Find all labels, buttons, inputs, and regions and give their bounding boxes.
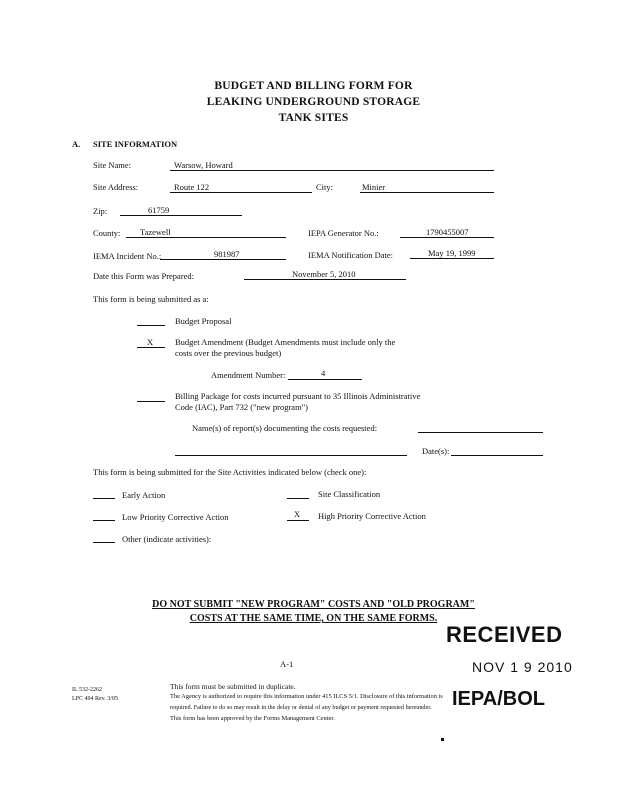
activities-intro: This form is being submitted for the Site Activities indicated below (check one): [93,467,367,477]
zip-value[interactable]: 61759 [148,205,170,215]
iema-notification-line [410,258,494,259]
billing-package-label: Billing Package for costs incurred pursuant to 35 Illinois Administrative [175,391,421,401]
section-letter: A. [72,139,81,149]
city-label: City: [316,182,334,192]
zip-label: Zip: [93,206,108,216]
submitted-as-intro: This form is being submitted as a: [93,294,209,304]
budget-proposal-label: Budget Proposal [175,316,232,326]
low-priority-label: Low Priority Corrective Action [122,512,229,522]
iepa-generator-line [400,237,494,238]
iema-notification-label: IEMA Notification Date: [308,250,393,260]
site-classification-label: Site Classification [318,489,381,499]
iepa-generator-value[interactable]: 1790455007 [426,227,469,237]
scan-speck [441,738,444,741]
budget-proposal-checkbox[interactable] [137,325,165,326]
reports-line-1[interactable] [418,432,543,433]
budget-amendment-checkbox[interactable] [137,347,165,348]
site-address-label: Site Address: [93,182,139,192]
form-id-2: LPC 494 Rev. 3/05 [72,696,118,702]
form-title-line2: LEAKING UNDERGROUND STORAGE [206,96,421,108]
high-priority-label: High Priority Corrective Action [318,511,426,521]
amendment-number-line [288,379,362,380]
warning-line1: DO NOT SUBMIT "NEW PROGRAM" COSTS AND "OLD PROGRAM" [152,599,475,610]
amendment-number-value[interactable]: 4 [321,368,326,378]
billing-package-checkbox[interactable] [137,401,165,402]
form-id-1: IL 532-2262 [72,687,102,693]
reports-line-2[interactable] [175,455,407,456]
date-prepared-value[interactable]: November 5, 2010 [292,269,356,279]
county-value[interactable]: Tazewell [140,227,171,237]
high-priority-mark: X [294,509,301,519]
iepa-generator-label: IEPA Generator No.: [308,228,379,238]
county-line [126,237,286,238]
dates-label: Date(s): [422,446,450,456]
budget-amendment-label-2: costs over the previous budget) [175,348,282,358]
amendment-number-label: Amendment Number: [211,370,286,380]
county-label: County: [93,228,121,238]
site-name-value[interactable]: Warsow, Howard [174,160,233,170]
footer-line4: This form has been approved by the Forms Management Center. [170,715,335,722]
dates-line[interactable] [451,455,543,456]
date-prepared-label: Date this Form was Prepared: [93,271,195,281]
site-classification-checkbox[interactable] [287,498,309,499]
iema-incident-label: IEMA Incident No.: [93,251,162,261]
footer-line3: required. Failure to do so may result in the delay or denial of any budget or payment requested hereunder. [170,704,432,711]
other-label: Other (indicate activities): [122,534,212,544]
city-value[interactable]: Minier [362,182,386,192]
site-name-line [170,170,494,171]
iema-incident-value[interactable]: 981987 [214,249,240,259]
budget-amendment-label: Budget Amendment (Budget Amendments must include only the [175,337,396,347]
footer-line2: The Agency is authorized to require this information under 415 ILCS 5/1. Disclosure of this information is [170,693,443,700]
page-number: A-1 [280,659,294,669]
iema-incident-line [160,259,286,260]
warning-line2: COSTS AT THE SAME TIME, ON THE SAME FORMS. [189,613,438,624]
received-stamp: RECEIVED [446,622,563,647]
billing-package-label-2: Code (IAC), Part 732 ("new program") [175,402,308,412]
iepa-bol-stamp: IEPA/BOL [452,688,545,710]
other-checkbox[interactable] [93,542,115,543]
low-priority-checkbox[interactable] [93,520,115,521]
form-title-line1: BUDGET AND BILLING FORM FOR [214,80,413,92]
early-action-label: Early Action [122,490,166,500]
reports-label: Name(s) of report(s) documenting the costs requested: [192,423,378,433]
site-address-value[interactable]: Route 122 [174,182,210,192]
city-line [360,192,494,193]
site-name-label: Site Name: [93,160,132,170]
high-priority-checkbox[interactable] [287,520,309,521]
footer-line1: This form must be submitted in duplicate. [170,682,296,691]
received-stamp-date: NOV 1 9 2010 [472,659,573,675]
date-prepared-line [244,279,406,280]
early-action-checkbox[interactable] [93,498,115,499]
form-title-line3: TANK SITES [278,112,349,124]
zip-line [120,215,242,216]
iema-notification-value[interactable]: May 19, 1999 [428,248,476,258]
section-heading: SITE INFORMATION [93,139,178,149]
site-address-line [170,192,312,193]
budget-amendment-mark: X [147,337,154,347]
